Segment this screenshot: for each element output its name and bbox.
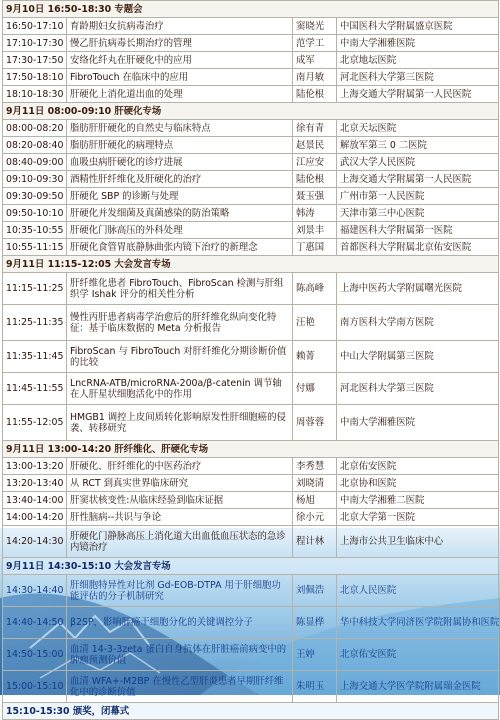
session-time: 08:40-09:00 bbox=[3, 154, 67, 171]
session-time: 08:20-08:40 bbox=[3, 137, 67, 154]
speaker-name: 赵景民 bbox=[293, 137, 337, 154]
speaker-name: 王婷 bbox=[293, 639, 337, 671]
table-row bbox=[3, 137, 499, 154]
table-row bbox=[3, 18, 499, 35]
session-time: 09:50-10:10 bbox=[3, 205, 67, 222]
speaker-name: 韩涛 bbox=[293, 205, 337, 222]
speaker-institution: 天津市第三中心医院 bbox=[337, 205, 499, 222]
speaker-name: 陆伦根 bbox=[293, 86, 337, 103]
speaker-name: 窦晓光 bbox=[293, 18, 337, 35]
session-topic: LncRNA-ATB/microRNA-200a/β-catenin 调节轴在人肝星状细胞活化中的作用 bbox=[67, 373, 293, 405]
session-time: 13:00-13:20 bbox=[3, 458, 67, 475]
table-row bbox=[3, 373, 499, 405]
session-time: 17:30-17:50 bbox=[3, 52, 67, 69]
table-row bbox=[3, 509, 499, 526]
table-row bbox=[3, 154, 499, 171]
session-time: 11:15-11:25 bbox=[3, 273, 67, 305]
session-topic: 安络化纤丸在肝硬化中的应用 bbox=[67, 52, 293, 69]
speaker-institution: 北京佑安医院 bbox=[337, 458, 499, 475]
table-row bbox=[3, 35, 499, 52]
session-topic: 从 RCT 到真实世界临床研究 bbox=[67, 475, 293, 492]
speaker-name: 江应安 bbox=[293, 154, 337, 171]
session-topic: 肝硬化门脉高压的外科处理 bbox=[67, 222, 293, 239]
session-topic: 肝硬化 SBP 的诊断与处理 bbox=[67, 188, 293, 205]
speaker-institution: 解放军第三 0 二医院 bbox=[337, 137, 499, 154]
table-row bbox=[3, 120, 499, 137]
session-topic: 肝性脑病--共识与争论 bbox=[67, 509, 293, 526]
table-row bbox=[3, 671, 499, 703]
session-time: 14:40-14:50 bbox=[3, 607, 67, 639]
table-row bbox=[3, 273, 499, 305]
speaker-name: 刘佩浩 bbox=[293, 575, 337, 607]
section-header: 9月11日 13:00-14:20 肝纤维化、肝硬化专场 bbox=[3, 441, 499, 458]
session-time: 14:50-15:00 bbox=[3, 639, 67, 671]
session-topic: 肝细胞特异性对比剂 Gd-EOB-DTPA 用于肝细胞功能评估的分子机制研究 bbox=[67, 575, 293, 607]
speaker-name: 程计林 bbox=[293, 526, 337, 558]
speaker-name: 付娜 bbox=[293, 373, 337, 405]
speaker-institution: 上海交通大学附属第一人民医院 bbox=[337, 171, 499, 188]
speaker-institution: 中山大学附属第三医院 bbox=[337, 341, 499, 373]
session-topic: 脂肪肝肝硬化的病理特点 bbox=[67, 137, 293, 154]
table-row bbox=[3, 171, 499, 188]
speaker-name: 汪艳 bbox=[293, 305, 337, 341]
session-time: 14:30-14:40 bbox=[3, 575, 67, 607]
session-topic: 慢性丙肝患者病毒学治愈后的肝纤维化纵向变化特征：基于临床数据的 Meta 分析报告 bbox=[67, 305, 293, 341]
table-row bbox=[3, 575, 499, 607]
speaker-name: 刘晓清 bbox=[293, 475, 337, 492]
speaker-institution: 福建医科大学附属第一医院 bbox=[337, 222, 499, 239]
section-header: 9月11日 08:00-09:10 肝硬化专场 bbox=[3, 103, 499, 120]
speaker-name: 李秀慧 bbox=[293, 458, 337, 475]
speaker-name: 聂玉强 bbox=[293, 188, 337, 205]
table-row bbox=[3, 639, 499, 671]
session-time: 13:20-13:40 bbox=[3, 475, 67, 492]
speaker-name: 丁惠国 bbox=[293, 239, 337, 256]
speaker-institution: 中南大学湘雅医院 bbox=[337, 405, 499, 441]
session-time: 11:25-11:35 bbox=[3, 305, 67, 341]
table-row bbox=[3, 188, 499, 205]
speaker-institution: 首都医科大学附属北京佑安医院 bbox=[337, 239, 499, 256]
session-topic: 肝硬化、肝纤维化的中医药治疗 bbox=[67, 458, 293, 475]
speaker-institution: 上海中医药大学附属曙光医院 bbox=[337, 273, 499, 305]
speaker-institution: 北京佑安医院 bbox=[337, 639, 499, 671]
table-row bbox=[3, 86, 499, 103]
speaker-institution: 北京大学第一医院 bbox=[337, 509, 499, 526]
session-time: 11:55-12:05 bbox=[3, 405, 67, 441]
speaker-institution: 武汉大学人民医院 bbox=[337, 154, 499, 171]
session-topic: 慢乙肝抗病毒长期治疗的管理 bbox=[67, 35, 293, 52]
session-time: 14:00-14:20 bbox=[3, 509, 67, 526]
schedule-table bbox=[2, 0, 499, 720]
session-topic: 肝硬化上消化道出血的处理 bbox=[67, 86, 293, 103]
table-row bbox=[3, 205, 499, 222]
table-row bbox=[3, 305, 499, 341]
speaker-institution: 河北医科大学第三医院 bbox=[337, 69, 499, 86]
speaker-institution: 上海市公共卫生临床中心 bbox=[337, 526, 499, 558]
session-topic: HMGB1 调控上皮间质转化影响原发性肝细胞癌的侵袭、转移研究 bbox=[67, 405, 293, 441]
speaker-name: 赖菁 bbox=[293, 341, 337, 373]
session-time: 14:20-14:30 bbox=[3, 526, 67, 558]
speaker-name: 刘景丰 bbox=[293, 222, 337, 239]
table-row bbox=[3, 222, 499, 239]
table-row bbox=[3, 492, 499, 509]
table-row bbox=[3, 475, 499, 492]
session-topic: 血清 14-3-3zeta 蛋白自身抗体在肝脏癌前病变中的肿瘤预测价值 bbox=[67, 639, 293, 671]
session-topic: 血吸虫病肝硬化的诊疗进展 bbox=[67, 154, 293, 171]
speaker-name: 朱明玉 bbox=[293, 671, 337, 703]
speaker-institution: 中南大学湘雅医院 bbox=[337, 35, 499, 52]
speaker-name: 徐有青 bbox=[293, 120, 337, 137]
session-topic: 肝硬化食管胃底静脉曲张内镜下治疗的新理念 bbox=[67, 239, 293, 256]
speaker-institution: 南方医科大学南方医院 bbox=[337, 305, 499, 341]
table-row bbox=[3, 69, 499, 86]
session-time: 13:40-14:00 bbox=[3, 492, 67, 509]
session-topic: 肝窦状核变性:从临床经验到临床证据 bbox=[67, 492, 293, 509]
speaker-institution: 广州市第一人民医院 bbox=[337, 188, 499, 205]
session-topic: 血清 WFA+-M2BP 在慢性乙型肝炎患者早期肝纤维化中的诊断价值 bbox=[67, 671, 293, 703]
speaker-institution: 北京地坛医院 bbox=[337, 52, 499, 69]
speaker-institution: 上海交通大学附属第一人民医院 bbox=[337, 86, 499, 103]
session-time: 11:45-11:55 bbox=[3, 373, 67, 405]
session-topic: 脂肪肝肝硬化的自然史与临床特点 bbox=[67, 120, 293, 137]
speaker-name: 陈显桦 bbox=[293, 607, 337, 639]
session-time: 10:35-10:55 bbox=[3, 222, 67, 239]
session-time: 08:00-08:20 bbox=[3, 120, 67, 137]
speaker-name: 徐小元 bbox=[293, 509, 337, 526]
speaker-name: 杨旭 bbox=[293, 492, 337, 509]
session-time: 16:50-17:10 bbox=[3, 18, 67, 35]
table-row bbox=[3, 341, 499, 373]
session-time: 10:55-11:15 bbox=[3, 239, 67, 256]
section-header: 9月11日 11:15-12:05 大会发言专场 bbox=[3, 256, 499, 273]
table-row bbox=[3, 239, 499, 256]
section-header: 9月10日 16:50-18:30 专题会 bbox=[3, 1, 499, 18]
session-time: 09:10-09:30 bbox=[3, 171, 67, 188]
speaker-institution: 上海交通大学医学院附属瑞金医院 bbox=[337, 671, 499, 703]
table-row bbox=[3, 52, 499, 69]
table-row bbox=[3, 458, 499, 475]
section-header: 9月11日 14:30-15:10 大会发言专场 bbox=[3, 558, 499, 575]
session-time: 17:10-17:30 bbox=[3, 35, 67, 52]
session-time: 11:35-11:45 bbox=[3, 341, 67, 373]
closing-ceremony: 15:10-15:30 颁奖，闭幕式 bbox=[3, 703, 499, 720]
speaker-institution: 北京协和医院 bbox=[337, 475, 499, 492]
speaker-institution: 华中科技大学同济医学院附属协和医院 bbox=[337, 607, 499, 639]
session-topic: 肝硬化门静脉高压上消化道大出血低血压状态的急诊内镜治疗 bbox=[67, 526, 293, 558]
session-time: 18:10-18:30 bbox=[3, 86, 67, 103]
speaker-name: 陈高峰 bbox=[293, 273, 337, 305]
speaker-name: 范学工 bbox=[293, 35, 337, 52]
table-row bbox=[3, 607, 499, 639]
speaker-name: 南月敏 bbox=[293, 69, 337, 86]
session-topic: 育龄期妇女抗病毒治疗 bbox=[67, 18, 293, 35]
speaker-institution: 河北医科大学第三医院 bbox=[337, 373, 499, 405]
session-time: 15:00-15:10 bbox=[3, 671, 67, 703]
speaker-name: 周蓉蓉 bbox=[293, 405, 337, 441]
speaker-name: 陆伦根 bbox=[293, 171, 337, 188]
speaker-institution: 中国医科大学附属盛京医院 bbox=[337, 18, 499, 35]
session-time: 17:50-18:10 bbox=[3, 69, 67, 86]
speaker-institution: 中南大学湘雅二医院 bbox=[337, 492, 499, 509]
speaker-name: 成军 bbox=[293, 52, 337, 69]
table-row bbox=[3, 526, 499, 558]
session-topic: 酒精性肝纤维化及肝硬化的治疗 bbox=[67, 171, 293, 188]
session-topic: β2SP，影响肝癌干细胞分化的关键调控分子 bbox=[67, 607, 293, 639]
speaker-institution: 北京天坛医院 bbox=[337, 120, 499, 137]
table-row bbox=[3, 405, 499, 441]
session-topic: 肝硬化并发细菌及真菌感染的防治策略 bbox=[67, 205, 293, 222]
session-topic: FibroScan 与 FibroTouch 对肝纤维化分期诊断价值的比较 bbox=[67, 341, 293, 373]
session-topic: 肝纤维化患者 FibroTouch、FibroScan 检测与肝组织学 Ishak 评分的相关性分析 bbox=[67, 273, 293, 305]
session-time: 09:30-09:50 bbox=[3, 188, 67, 205]
session-topic: FibroTouch 在临床中的应用 bbox=[67, 69, 293, 86]
speaker-institution: 北京人民医院 bbox=[337, 575, 499, 607]
